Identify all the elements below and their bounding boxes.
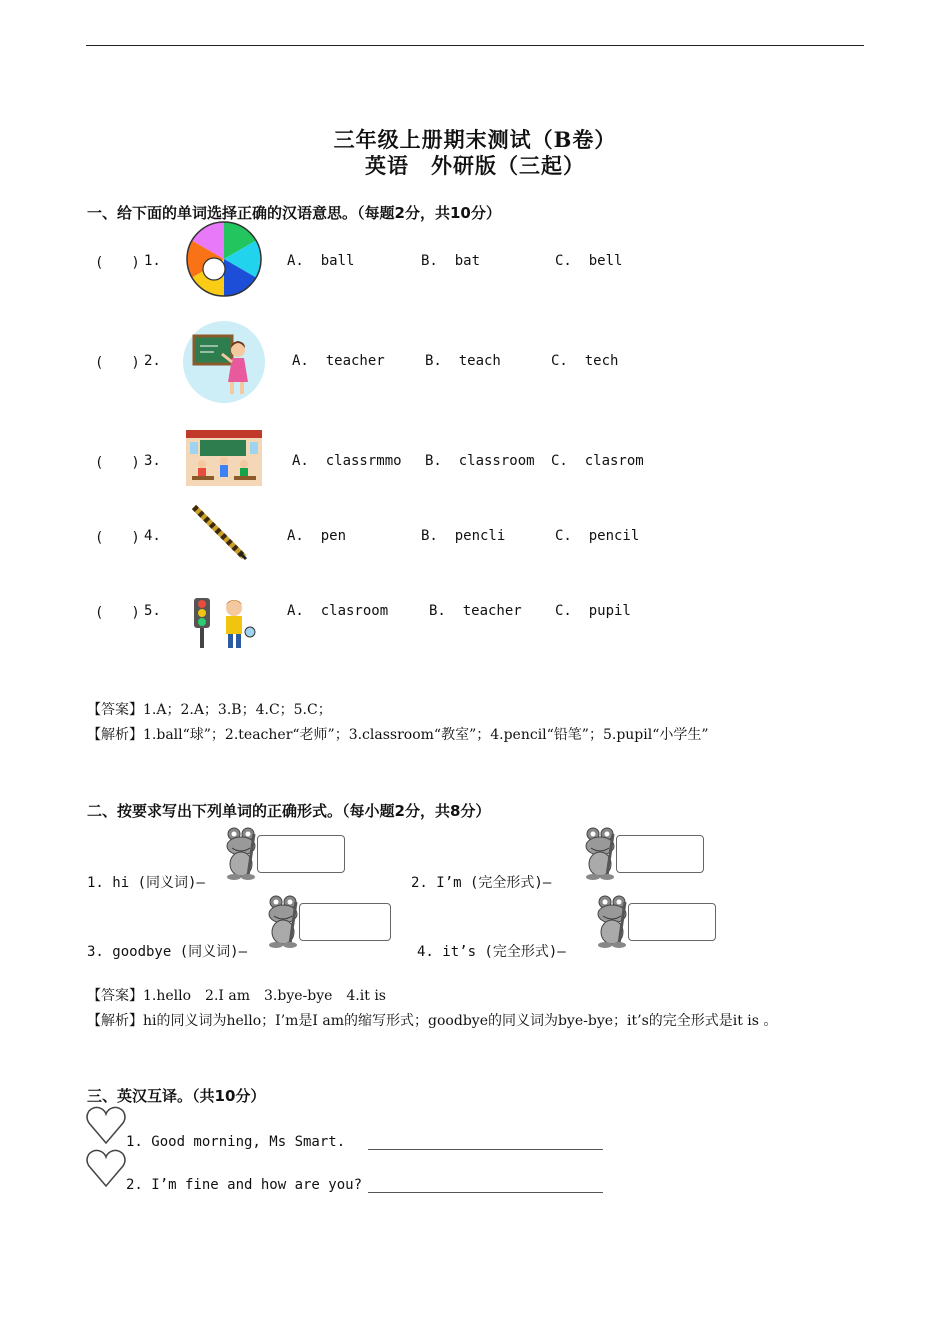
- s2-answer-box-3[interactable]: [299, 903, 391, 941]
- q1-option-c[interactable]: C. bell: [555, 253, 623, 269]
- q5-option-a[interactable]: A. clasroom: [287, 603, 389, 619]
- heart-icon: [85, 1148, 127, 1190]
- q1-answer-blank[interactable]: ( ): [95, 255, 140, 271]
- section1-analysis: 【解析】1.ball“球”；2.teacher“老师”；3.classroom“教室”；4.pencil“铅笔”；5.pupil“小学生”: [87, 727, 709, 743]
- q4-option-c[interactable]: C. pencil: [555, 528, 640, 544]
- q1-option-a[interactable]: A. ball: [287, 253, 355, 269]
- q2-option-c[interactable]: C. tech: [551, 353, 619, 369]
- q3-number: 3.: [144, 453, 161, 469]
- q5-answer-blank[interactable]: ( ): [95, 605, 140, 621]
- section2-answer: 【答案】1.hello 2.I am 3.bye-bye 4.it is: [87, 988, 386, 1004]
- header-rule: [86, 45, 864, 46]
- q5-option-b[interactable]: B. teacher: [429, 603, 522, 619]
- frog-pencil-icon: [264, 894, 304, 948]
- q2-option-a[interactable]: A. teacher: [292, 353, 385, 369]
- ball-image: [185, 220, 263, 298]
- s3-item-1: 1. Good morning, Ms Smart.: [126, 1134, 346, 1150]
- classroom-image: [186, 430, 262, 486]
- s2-answer-box-2[interactable]: [616, 835, 704, 873]
- q4-option-b[interactable]: B. pencli: [421, 528, 506, 544]
- s2-item-1: 1. hi (同义词)—: [87, 875, 205, 891]
- s2-item-4: 4. it’s (完全形式)—: [417, 944, 566, 960]
- heart-icon: [85, 1105, 127, 1147]
- frog-pencil-icon: [593, 894, 633, 948]
- q2-answer-blank[interactable]: ( ): [95, 355, 140, 371]
- q1-option-b[interactable]: B. bat: [421, 253, 481, 269]
- page-subtitle: 英语 外研版（三起）: [365, 153, 585, 178]
- s3-item-2: 2. I’m fine and how are you?: [126, 1177, 363, 1193]
- q1-number: 1.: [144, 253, 161, 269]
- section1-heading: 一、给下面的单词选择正确的汉语意思。（每题2分，共10分）: [87, 204, 501, 222]
- q3-option-c[interactable]: C. clasrom: [551, 453, 644, 469]
- page-title: 三年级上册期末测试（B卷）: [333, 127, 617, 152]
- q2-option-b[interactable]: B. teach: [425, 353, 501, 369]
- q3-option-b[interactable]: B. classroom: [425, 453, 535, 469]
- pupil-image: [188, 592, 264, 656]
- teacher-image: [182, 320, 266, 404]
- s2-answer-box-4[interactable]: [628, 903, 716, 941]
- pencil-image: [188, 503, 250, 563]
- s2-item-2: 2. I’m (完全形式)—: [411, 875, 552, 891]
- frog-pencil-icon: [581, 826, 621, 880]
- s2-item-3: 3. goodbye (同义词)—: [87, 944, 248, 960]
- q5-option-c[interactable]: C. pupil: [555, 603, 631, 619]
- q4-number: 4.: [144, 528, 161, 544]
- q2-number: 2.: [144, 353, 161, 369]
- s3-answer-line-1[interactable]: [368, 1149, 603, 1150]
- q4-option-a[interactable]: A. pen: [287, 528, 347, 544]
- s2-answer-box-1[interactable]: [257, 835, 345, 873]
- q5-number: 5.: [144, 603, 161, 619]
- section1-answer: 【答案】1.A；2.A；3.B；4.C；5.C；: [87, 702, 332, 718]
- q4-answer-blank[interactable]: ( ): [95, 530, 140, 546]
- section3-heading: 三、英汉互译。（共10分）: [87, 1087, 266, 1105]
- q3-answer-blank[interactable]: ( ): [95, 455, 140, 471]
- q3-option-a[interactable]: A. classrmmo: [292, 453, 402, 469]
- s3-answer-line-2[interactable]: [368, 1192, 603, 1193]
- frog-pencil-icon: [222, 826, 262, 880]
- section2-analysis: 【解析】hi的同义词为hello；I’m是I am的缩写形式；goodbye的同义词为bye-bye；it’s的完全形式是it is 。: [87, 1013, 778, 1029]
- section2-heading: 二、按要求写出下列单词的正确形式。（每小题2分，共8分）: [87, 802, 491, 820]
